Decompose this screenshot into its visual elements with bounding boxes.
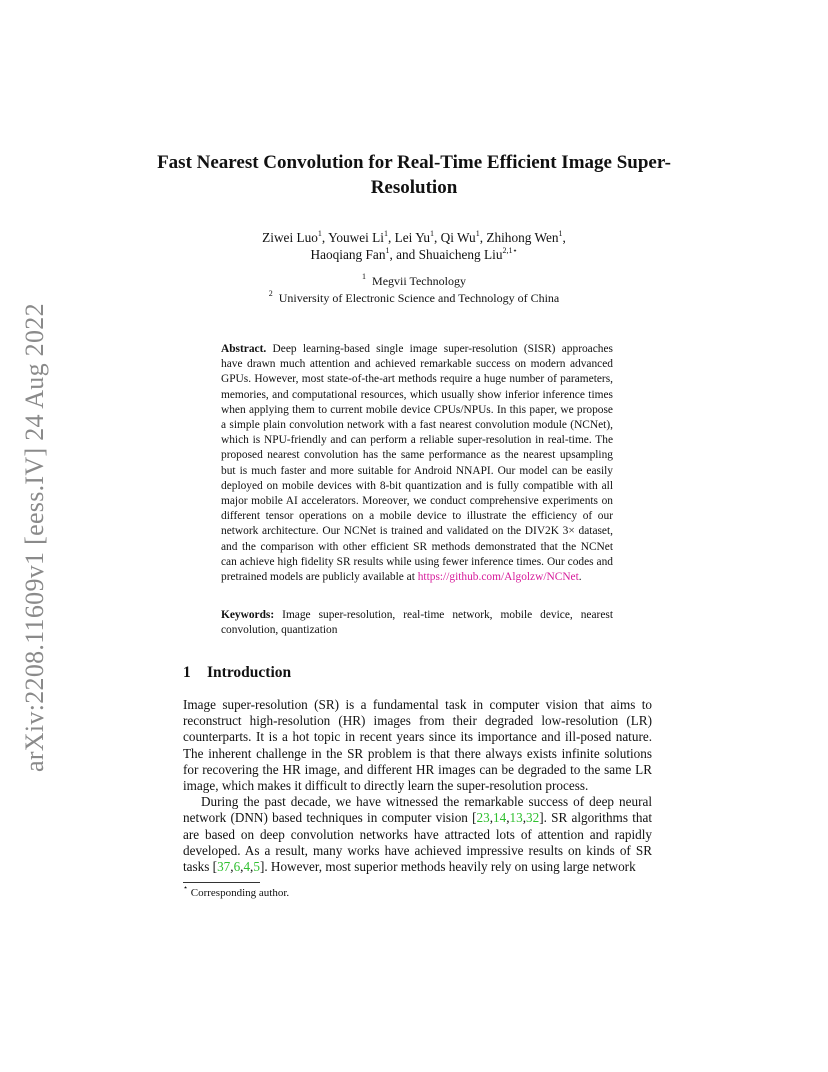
author-list: Ziwei Luo$^1$, Youwei Li$^1$, Lei Yu$^1$, Qi Wu$^1$, Zhihong Wen$^1$, Haoqiang Fan$^1$, and Shuaicheng Liu$^{2,1⋆}$ [262,228,566,262]
footnote-text: Corresponding author. [190,887,290,899]
citation-link[interactable]: 4 [243,859,251,875]
footnote [183,883,290,900]
citation-link[interactable]: 5 [253,859,260,875]
keywords-label: Keywords: [221,609,275,621]
keywords-text: Image super-resolution, real-time network, mobile device, nearest convolution, quantization [221,609,613,637]
footnote-divider [183,882,260,883]
author: Ziwei Luo [262,230,318,245]
abstract-end: . [578,571,582,584]
abstract [221,342,613,585]
citation-link[interactable]: 14 [493,810,507,826]
author-affiliation-mark: 1 [558,228,563,238]
author: Youwei Li [328,230,384,245]
section-heading [183,664,291,682]
introduction-body [183,697,652,875]
author-affiliation-mark: 1 [383,228,388,238]
keywords [221,608,613,638]
paper-title: Fast Nearest Convolution for Real-Time Efficient Image Super-Resolution [157,152,671,198]
paragraph-text: ]. However, most superior methods heavily rely on using large network [259,859,636,875]
author-affiliation-mark: 2,1⋆ [502,245,518,255]
citation-link[interactable]: 6 [233,859,241,875]
section-title: Introduction [207,664,292,681]
author-affiliation-mark: 1 [317,228,322,238]
citation-link[interactable]: 13 [509,810,523,826]
author-affiliation-mark: 1 [475,228,480,238]
intro-paragraph-2: During the past decade, we have witnessed the remarkable success of deep neural network (DNN) based techniques in computer vision [23,14,13,32]. SR algorithms that are based on deep convolution networks have attracted lots of attention and rapidly developed. As a result, many works have achieved impressive results on kinds of SR tasks [37,6,4,5]. However, most superior methods heavily rely on using large network [183,794,652,875]
abstract-label: Abstract. [221,343,267,355]
affiliation-mark: 1 [362,272,367,281]
code-link[interactable]: https://github.com/Algolzw/NCNet [417,571,579,584]
footnote-mark: ⋆ [183,883,189,893]
affiliation-name: Megvii Technology [372,274,466,288]
citation-link[interactable]: 32 [526,810,540,826]
abstract-text: Deep learning-based single image super-resolution (SISR) approaches have drawn much attention and achieved remarkable success on modern advanced GPUs. However, most state-of-the-art methods require a huge number of parameters, memories, and computational resources, which usually show inferior inference times when applying them to current mobile device CPUs/NPUs. In this paper, we propose a simple plain convolution network with a fast nearest convolution module (NCNet), which is NPU-friendly and can perform a reliable super-resolution in real-time. The proposed nearest convolution has the same performance as the nearest upsampling but is much faster and more suitable for Android NNAPI. Our model can be easily deployed on mobile devices with 8-bit quantization and is fully compatible with all major mobile AI accelerators. Moreover, we conduct comprehensive experiments on different tensor operations on a mobile device to illustrate the efficiency of our network architecture. Our NCNet is trained and validated on the DIV2K 3× dataset, and the comparison with other efficient SR methods demonstrated that the NCNet can achieve high fidelity SR results while using fewer inference times. Our codes and pretrained models are publicly available at [221,343,613,584]
citation-link[interactable]: 23 [476,810,490,826]
author: Lei Yu [394,230,430,245]
author: Shuaicheng Liu [418,247,503,262]
citation-link[interactable]: 37 [217,859,231,875]
arxiv-identifier: arXiv:2208.11609v1 [eess.IV] 24 Aug 2022 [20,303,49,772]
author-affiliation-mark: 1 [429,228,434,238]
section-number: 1 [183,664,191,681]
author: Qi Wu [440,230,476,245]
affiliation-mark: 2 [268,289,273,298]
affiliation [190,290,638,307]
paragraph-text: During the past decade, we have witnessed the remarkable success of deep neural network (DNN) based techniques in computer vision [ [183,794,652,826]
author-affiliation-mark: 1 [385,245,390,255]
affiliation-name: University of Electronic Science and Technology of China [278,291,560,305]
affiliation-list [190,273,638,307]
paragraph-text: ]. SR algorithms that are based on deep convolution networks have attracted lots of attention and rapidly developed. As a result, many works have achieved impressive results on kinds of SR tasks [ [183,810,652,875]
author: Zhihong Wen [486,230,559,245]
affiliation [190,273,638,290]
author: Haoqiang Fan [310,247,386,262]
intro-paragraph-1: Image super-resolution (SR) is a fundamental task in computer vision that aims to reconstruct high-resolution (HR) images from their degraded low-resolution (LR) counterparts. It is a hot topic in recent years since its importance and ill-posed nature. The inherent challenge in the SR problem is that there always exists infinite solutions for recovering the HR image, and different HR images can be degraded to the same LR image, which makes it difficult to directly learn the super-resolution process. [183,697,652,794]
